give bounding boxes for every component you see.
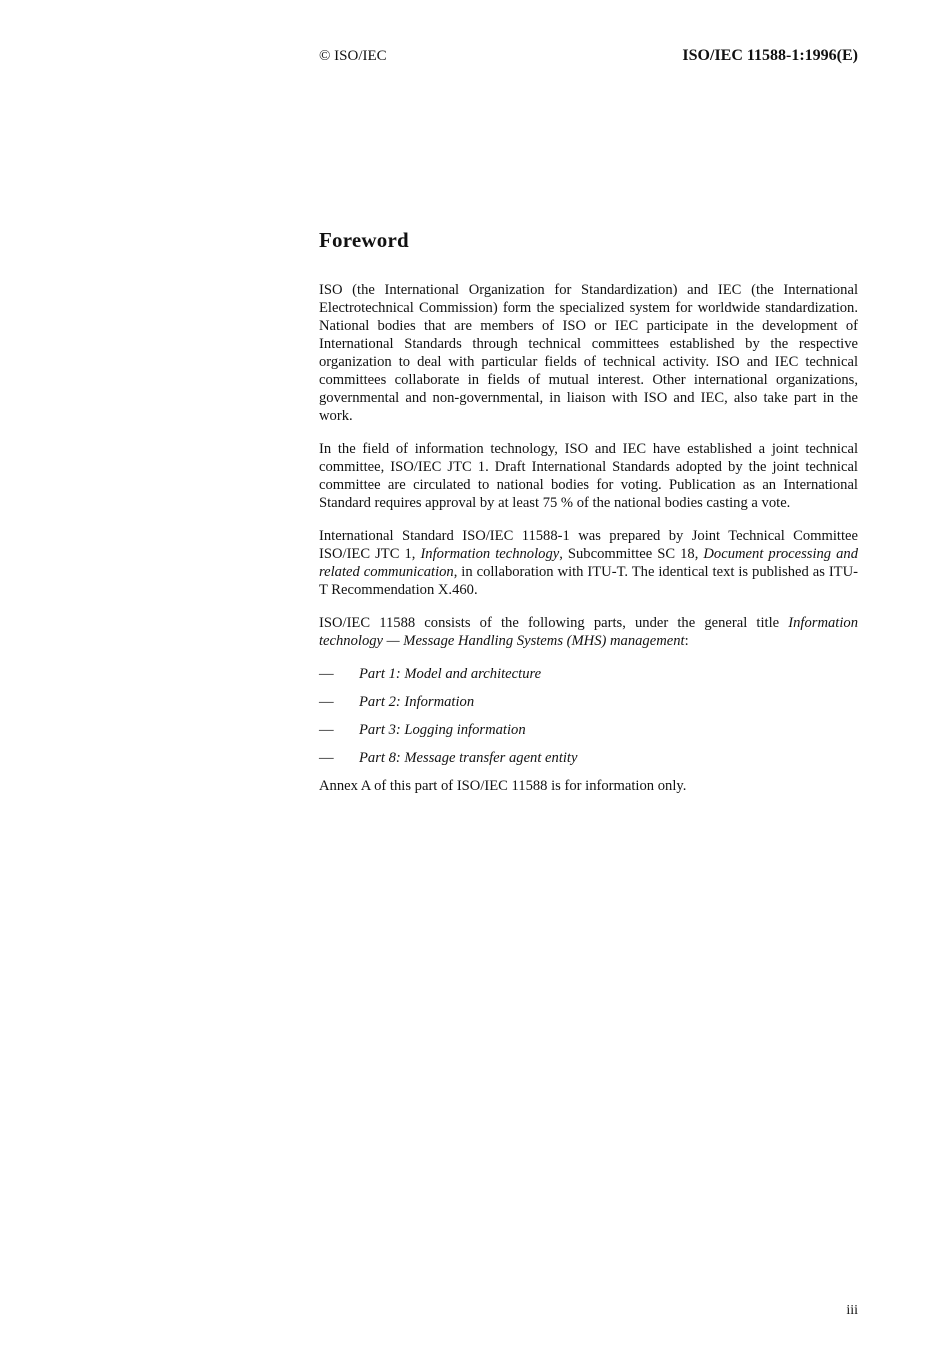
header-copyright: © ISO/IEC — [319, 48, 387, 64]
paragraph-parts-intro-text-c: : — [684, 633, 689, 649]
page-number: iii — [846, 1303, 858, 1318]
paragraph-preparation-text-a: International Standard ISO/IEC 11588-1 was prepared by Joint Technical Committee ISO/IEC JTC 1, — [319, 528, 858, 562]
paragraph-preparation-subcommittee-title: Document processing and related communication — [319, 546, 859, 580]
list-dash: — — [319, 694, 334, 710]
parts-list — [319, 665, 858, 767]
list-item — [319, 665, 858, 683]
paragraph-parts-intro-text-a: ISO/IEC 11588 consists of the following parts, under the general title — [319, 615, 789, 631]
list-item — [319, 721, 858, 739]
list-item — [319, 749, 858, 767]
paragraph-preparation-text-c: , Subcommittee SC 18, — [559, 546, 704, 562]
paragraph-iso-iec-intro: ISO (the International Organization for Standardization) and IEC (the International Electrotechnical Commission) form the specialized system for worldwide standardization. National bodies that are members of ISO or IEC participate in the development of International Standards through technical committees established by the respective organization to deal with particular fields of technical activity. ISO and IEC technical committees collaborate in fields of mutual interest. Other international organizations, governmental and non-governmental, in liaison with ISO and IEC, also take part in the work. — [319, 282, 858, 424]
list-dash: — — [319, 722, 334, 738]
paragraph-annex-note: Annex A of this part of ISO/IEC 11588 is for information only. — [319, 778, 687, 794]
header-document-id: ISO/IEC 11588-1:1996(E) — [682, 47, 858, 64]
list-dash: — — [319, 750, 334, 766]
paragraph-jtc1: In the field of information technology, ISO and IEC have established a joint technical committee, ISO/IEC JTC 1. Draft International Standards adopted by the joint technical committee are circulated to national bodies for voting. Publication as an International Standard requires approval by at least 75 % of the national bodies casting a vote. — [319, 441, 858, 511]
list-dash: — — [319, 666, 334, 682]
paragraph-parts-general-title: Information technology — Message Handling Systems (MHS) management — [319, 615, 858, 649]
paragraph-parts-intro — [319, 614, 858, 650]
list-item-text: Part 8: Message transfer agent entity — [359, 750, 578, 766]
list-item-text: Part 2: Information — [359, 694, 475, 710]
paragraph-preparation-text-e: , in collaboration with ITU-T. The identical text is published as ITU-T Recommendation X.460. — [319, 564, 858, 598]
paragraph-preparation-committee-title: Information technology — [420, 546, 560, 562]
list-item-text: Part 3: Logging information — [359, 722, 526, 738]
list-item-text: Part 1: Model and architecture — [359, 666, 542, 682]
paragraph-preparation — [319, 527, 858, 599]
list-item — [319, 693, 858, 711]
page-title: Foreword — [319, 228, 409, 252]
foreword-section — [319, 228, 858, 810]
